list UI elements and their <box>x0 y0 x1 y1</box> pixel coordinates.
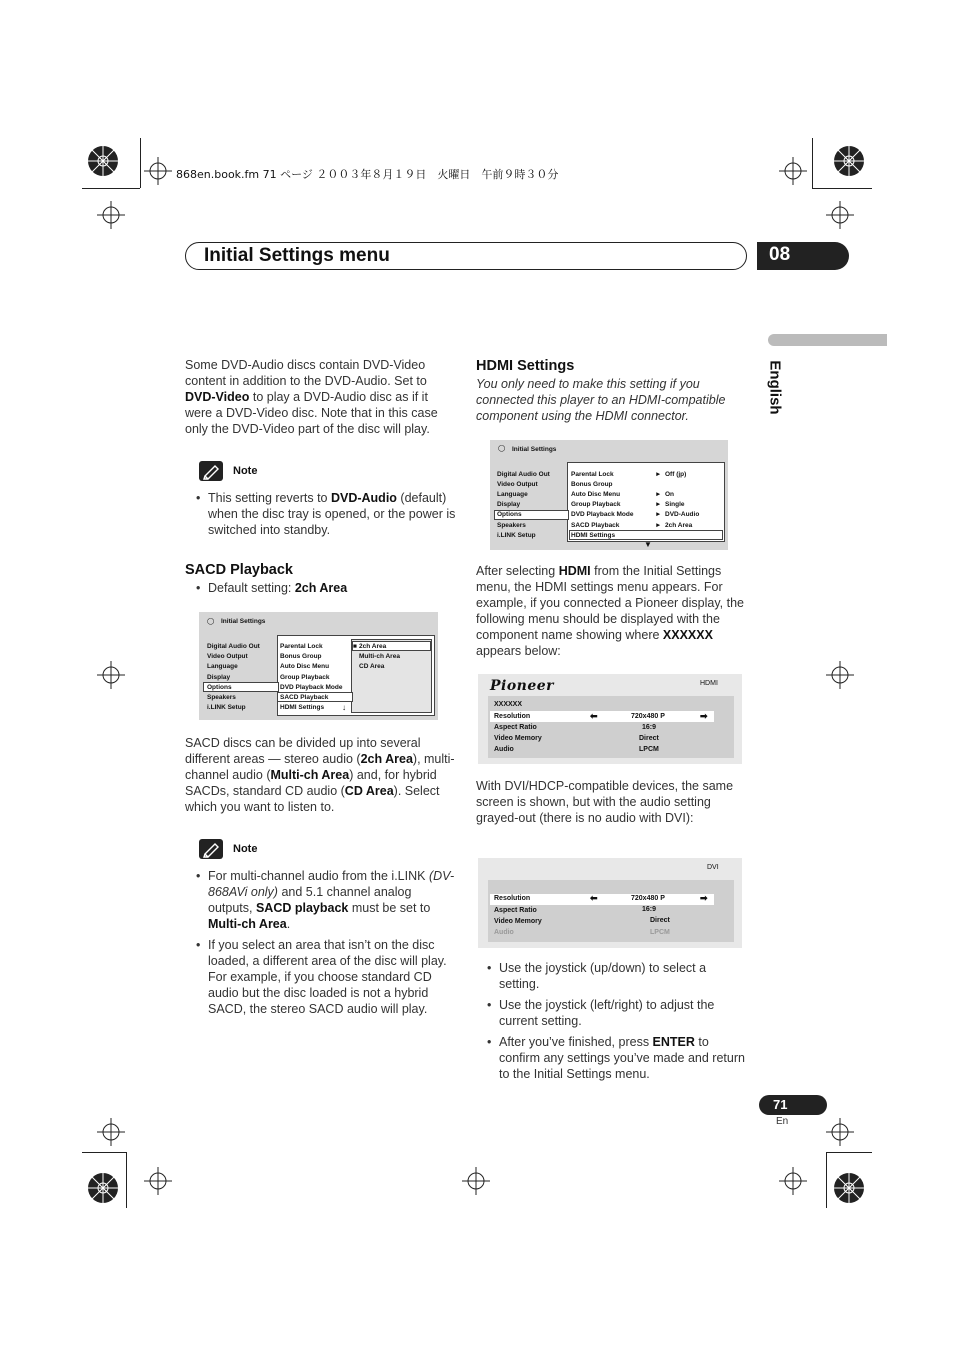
sacd-heading: SACD Playback <box>185 562 293 578</box>
menu-item: Display <box>207 674 231 681</box>
page-number-badge <box>759 1095 827 1115</box>
hdmi-menu-screenshot <box>490 440 728 550</box>
setting-label: Resolution <box>494 895 531 902</box>
setting-label: Aspect Ratio <box>494 907 537 914</box>
setting-value: 16:9 <box>642 724 657 731</box>
menu-item: Bonus Group <box>280 653 322 660</box>
left-arrow-icon: ⬅ <box>590 711 598 721</box>
menu-item: Auto Disc Menu <box>280 663 330 670</box>
setting-value: 720x480 P <box>631 895 665 902</box>
setting-label: Video Memory <box>494 918 542 925</box>
menu-item: i.LINK Setup <box>497 532 536 539</box>
screen-title: Initial Settings <box>221 618 266 625</box>
menu-item: Digital Audio Out <box>207 643 260 650</box>
hdmi-heading: HDMI Settings <box>476 358 575 374</box>
menu-item: SACD Playback <box>280 694 329 701</box>
sacd-body-block <box>185 735 455 815</box>
note-label: Note <box>233 843 258 855</box>
setting-value: LPCM <box>639 746 659 753</box>
setting-value: Direct <box>639 735 659 742</box>
menu-value: On <box>665 491 675 498</box>
right-pointer-icon: ► <box>655 522 662 529</box>
pioneer-logo: Pioneer <box>490 678 555 694</box>
menu-item: Speakers <box>497 522 526 529</box>
menu-value: 2ch Area <box>359 643 387 650</box>
menu-item: SACD Playback <box>571 522 620 529</box>
setting-value: Direct <box>650 917 670 924</box>
down-arrow-icon: ↓ <box>342 703 346 712</box>
menu-item: Group Playback <box>280 674 330 681</box>
menu-value: Off (jp) <box>665 471 687 478</box>
menu-item: Video Output <box>497 481 538 488</box>
menu-value: Multi-ch Area <box>359 653 400 660</box>
section-title: Initial Settings menu <box>204 245 390 266</box>
menu-item: Bonus Group <box>571 481 613 488</box>
setting-value: 16:9 <box>642 906 657 913</box>
list-item: • For multi-channel audio from the i.LINK (DV-868AVi only) and 5.1 channel analog outputs, SACD playback must be set to Multi-ch Area. <box>186 868 456 932</box>
sacd-body: SACD discs can be divided up into several different areas — stereo audio (2ch Area), multi-channel audio (Multi-ch Area) and, for hybrid SACDs, standard CD audio (CD Area). Select which you want to listen to. <box>185 736 455 814</box>
intro-paragraph-block <box>185 357 455 437</box>
note2-list <box>186 868 456 1022</box>
menu-item: Language <box>497 491 528 498</box>
menu-item: Parental Lock <box>280 643 323 650</box>
menu-item: Language <box>207 663 238 670</box>
menu-item: Parental Lock <box>571 471 614 478</box>
menu-item: Group Playback <box>571 501 621 508</box>
right-arrow-icon: ➡ <box>700 711 708 721</box>
note-pencil-icon <box>199 839 223 859</box>
page-number: 71 <box>773 1097 788 1112</box>
right-pointer-icon: ► <box>655 491 662 498</box>
screen-title: Initial Settings <box>512 446 557 453</box>
left-arrow-icon: ⬅ <box>590 893 598 903</box>
down-arrow-icon: ▼ <box>644 540 652 549</box>
hdmi-intro-block <box>476 376 746 424</box>
menu-item: HDMI Settings <box>280 704 325 711</box>
menu-item: Display <box>497 501 521 508</box>
menu-item: DVD Playback Mode <box>571 511 634 518</box>
chapter-tab <box>757 242 849 270</box>
file-info: 868en.book.fm 71 ページ ２００３年８月１９日 火曜日 午前９時３０分 <box>176 168 559 181</box>
language-tab-bar <box>768 334 887 346</box>
lang-code: En <box>776 1116 789 1127</box>
intro-paragraph: Some DVD-Audio discs contain DVD-Video content in addition to the DVD-Audio. Set to DVD-Video to play a DVD-Audio disc as if it were a DVD-Video disc. Note that in this case only the DVD-Video part of the disc will play. <box>185 358 438 436</box>
setting-label: Resolution <box>494 713 531 720</box>
menu-value: 2ch Area <box>665 522 693 529</box>
menu-item: Video Output <box>207 653 248 660</box>
disc-icon: ◯ <box>498 445 506 452</box>
device-name: XXXXXX <box>494 701 523 708</box>
right-pointer-icon: ► <box>655 471 662 478</box>
right-arrow-icon: ➡ <box>700 893 708 903</box>
setting-label: Video Memory <box>494 735 542 742</box>
chapter-number: 08 <box>769 244 791 265</box>
mode-label: HDMI <box>700 680 718 687</box>
menu-item: HDMI Settings <box>571 532 616 539</box>
setting-value: 720x480 P <box>631 713 665 720</box>
list-item: • Use the joystick (left/right) to adjust the current setting. <box>477 997 747 1029</box>
note-pencil-icon <box>199 461 223 481</box>
right-pointer-icon: ► <box>655 501 662 508</box>
mode-label: DVI <box>707 864 719 871</box>
hdmi-tv-screen <box>478 674 742 764</box>
right-pointer-icon: ► <box>655 511 662 518</box>
list-item: • If you select an area that isn’t on the disc loaded, a different area of the disc will play. For example, if you choose standard CD audio but the disc loaded is not a hybrid SACD, the stereo SACD audio will play. <box>186 937 456 1017</box>
hdmi-intro: You only need to make this setting if you connected this player to an HDMI-compatible component using the HDMI connector. <box>476 377 726 423</box>
list-item: • Default setting: 2ch Area <box>186 580 456 596</box>
after-text: After selecting HDMI from the Initial Settings menu, the HDMI settings menu appears. For example, if you connected a Pioneer display, the following menu should be displayed with the component name showing where XXXXXX appears below: <box>476 564 744 658</box>
dvi-tv-screen <box>478 858 742 948</box>
note-label: Note <box>233 465 258 477</box>
menu-item: Auto Disc Menu <box>571 491 621 498</box>
setting-label: Audio <box>494 746 514 753</box>
setting-value-disabled: LPCM <box>650 929 670 936</box>
menu-item: Options <box>207 684 232 691</box>
note1-list <box>186 490 456 543</box>
sacd-default-list <box>186 580 456 601</box>
list-item: • This setting reverts to DVD-Audio (default) when the disc tray is opened, or the power is switched into standby. <box>186 490 456 538</box>
list-item: • Use the joystick (up/down) to select a setting. <box>477 960 747 992</box>
menu-value: DVD-Audio <box>665 511 700 518</box>
dvi-text: With DVI/HDCP-compatible devices, the same screen is shown, but with the audio setting grayed-out (there is no audio with DVI): <box>476 779 734 825</box>
menu-item: DVD Playback Mode <box>280 684 343 691</box>
dvi-text-block <box>476 778 746 826</box>
disc-icon: ◯ <box>207 618 215 625</box>
instructions-list <box>477 960 747 1087</box>
setting-label: Aspect Ratio <box>494 724 537 731</box>
language-tab <box>766 355 806 425</box>
selected-square-icon: ■ <box>353 643 357 650</box>
list-item: • After you’ve finished, press ENTER to confirm any settings you’ve made and return to the Initial Settings menu. <box>477 1034 747 1082</box>
setting-label-disabled: Audio <box>494 929 514 936</box>
menu-item: Options <box>497 511 522 518</box>
after-text-block <box>476 563 746 659</box>
sacd-menu-screenshot <box>199 612 438 720</box>
section-title-bar <box>185 242 747 270</box>
menu-item: Speakers <box>207 694 236 701</box>
menu-item: i.LINK Setup <box>207 704 246 711</box>
menu-value: CD Area <box>359 663 385 670</box>
menu-value: Single <box>665 501 685 508</box>
language-label: English <box>766 360 784 415</box>
menu-item: Digital Audio Out <box>497 471 550 478</box>
